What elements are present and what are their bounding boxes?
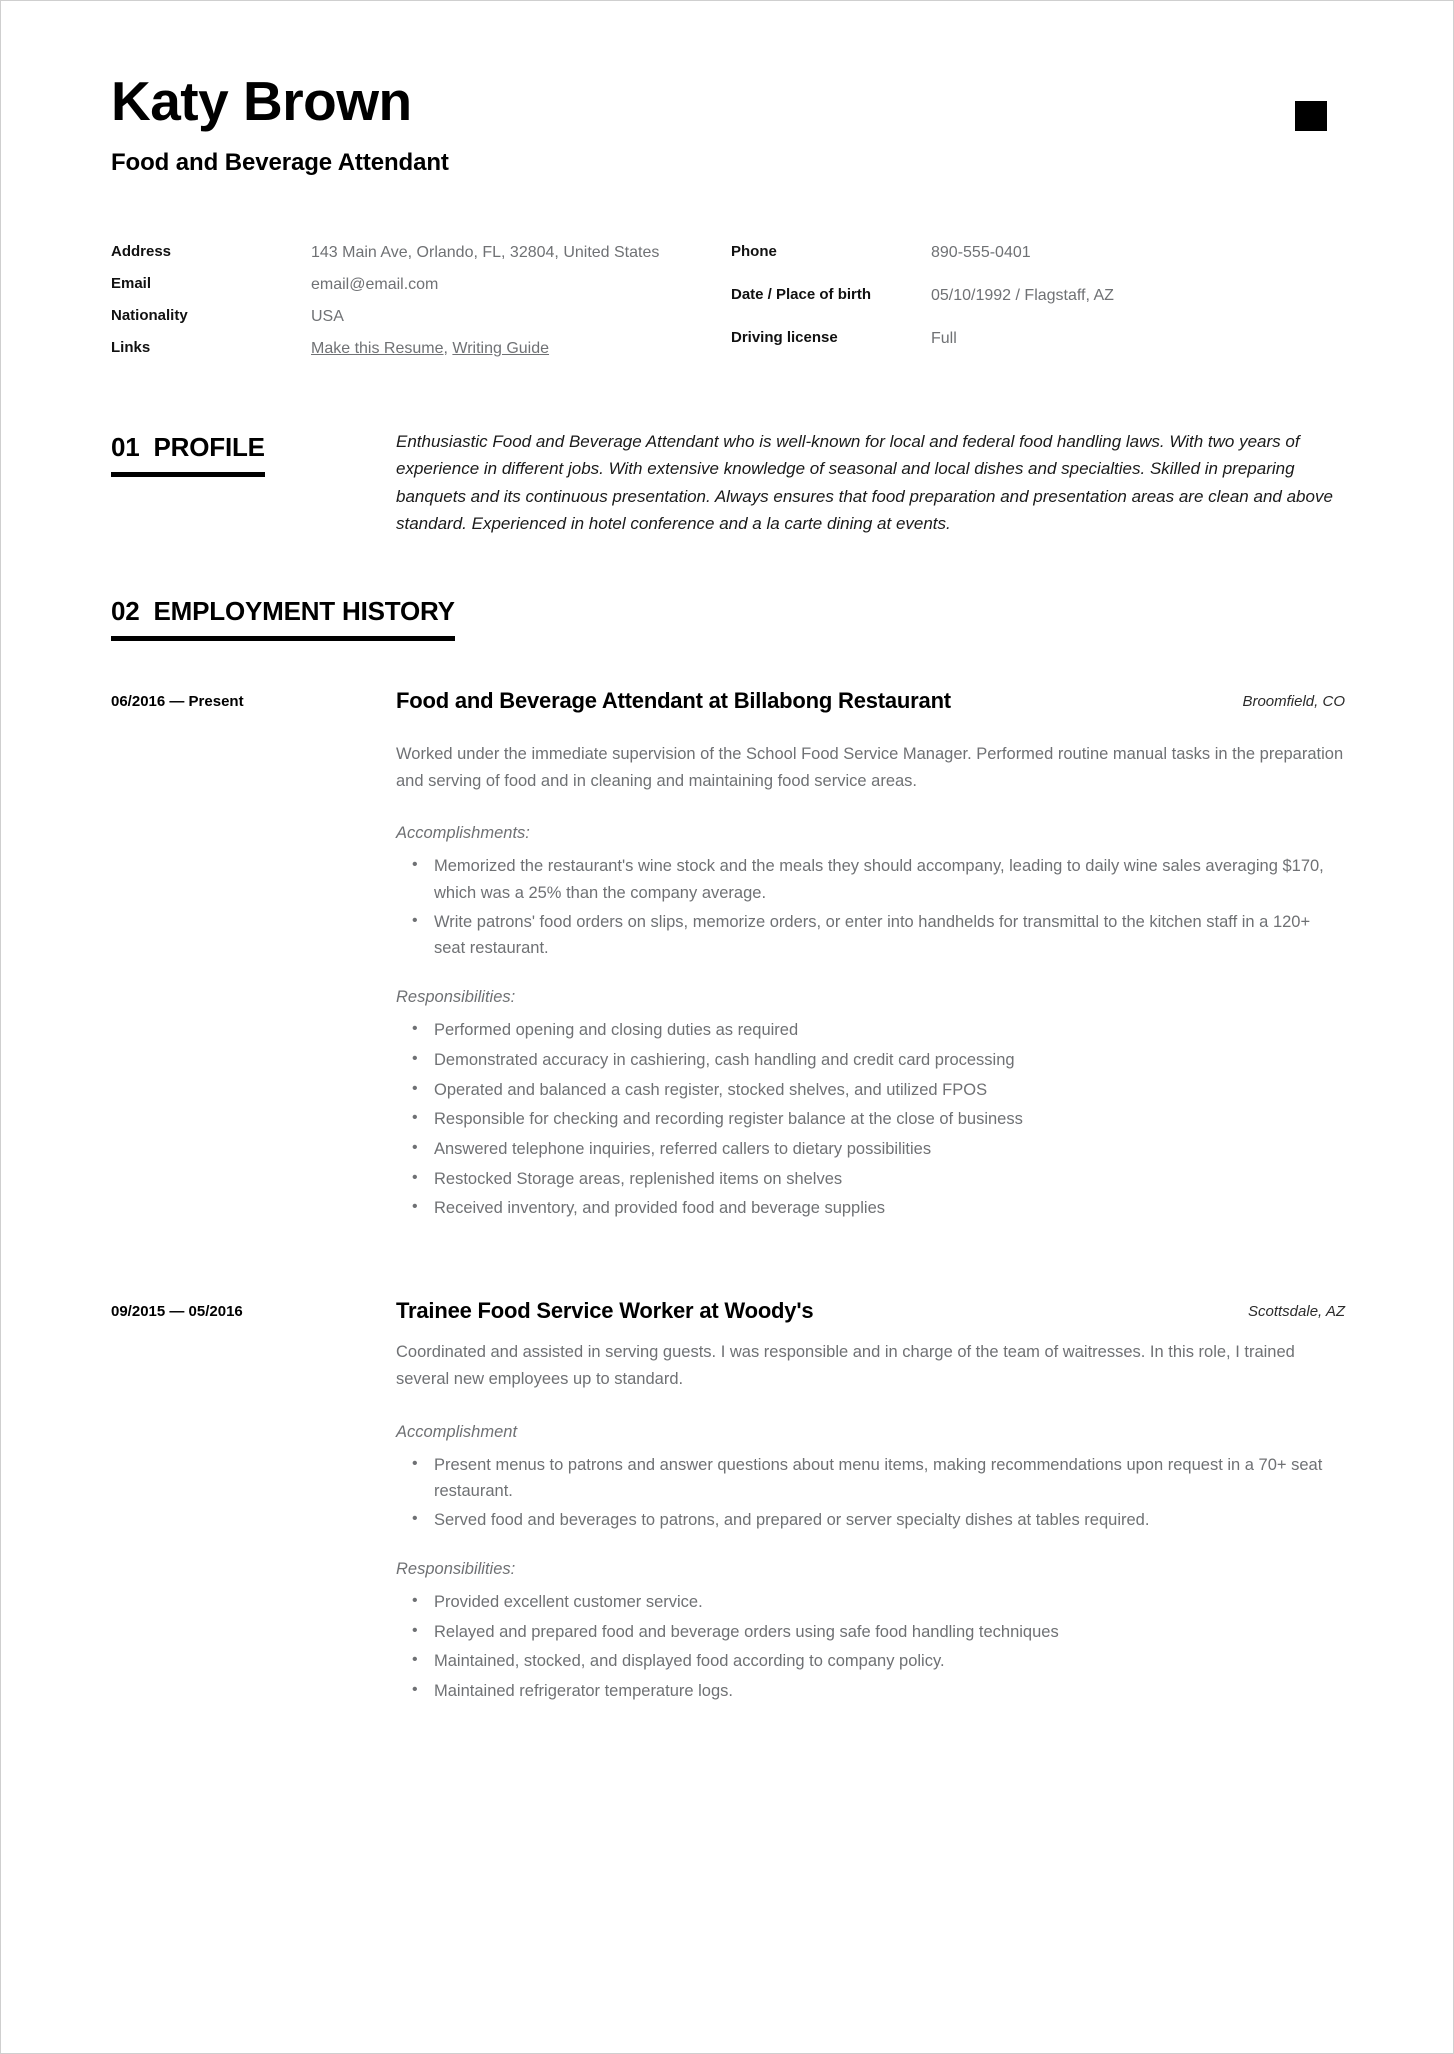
contact-value-email: email@email.com	[311, 275, 439, 293]
contact-label: Email	[111, 274, 152, 292]
contact-value-links	[311, 337, 731, 360]
contact-value-nationality: USA	[311, 308, 344, 326]
section-title: PROFILE	[153, 431, 265, 462]
contact-details	[111, 241, 1345, 370]
job-role-title: Food and Beverage Attendant at Billabong Restaurant	[396, 687, 951, 713]
contact-row-email	[111, 273, 731, 296]
job-description: Worked under the immediate supervision of the School Food Service Manager. Performed routine manual tasks in the preparation and serving of food and in cleaning and maintaining food service areas.	[396, 744, 1344, 790]
job-location: Scottsdale, AZ	[1248, 1303, 1345, 1321]
section-underline	[111, 636, 455, 641]
list-item: • Write patrons' food orders on slips, memorize orders, or enter into handhelds for transmittal to the kitchen staff in a 120+ seat restaurant.	[434, 909, 1345, 962]
contact-row-driving-license	[731, 327, 1331, 361]
list-item: • Received inventory, and provided food and beverage supplies	[434, 1195, 1345, 1222]
job-responsibilities-label: Responsibilities:	[396, 988, 516, 1007]
section-title: EMPLOYMENT HISTORY	[153, 595, 455, 626]
contact-row-links	[111, 337, 731, 360]
contact-label: Driving license	[731, 328, 838, 346]
section-profile-heading	[111, 432, 265, 463]
section-number: 01	[111, 431, 140, 462]
list-item: • Memorized the restaurant's wine stock and the meals they should accompany, leading to daily wine sales averaging $170, which was a 25% than the company average.	[434, 853, 1345, 906]
list-item: • Present menus to patrons and answer questions about menu items, making recommendations upon request in a 70+ seat restaurant.	[434, 1452, 1345, 1505]
contact-row-birth	[731, 284, 1331, 318]
section-profile-heading-col	[111, 428, 396, 477]
contact-row-phone	[731, 241, 1331, 275]
section-underline	[111, 472, 265, 477]
section-employment-history	[111, 596, 1345, 1708]
list-item: • Served food and beverages to patrons, and prepared or server specialty dishes at tables required.	[434, 1507, 1345, 1534]
job-responsibilities-list	[396, 1589, 1345, 1705]
contact-label: Nationality	[111, 307, 188, 325]
contact-label: Date / Place of birth	[731, 285, 872, 303]
job-role-title: Trainee Food Service Worker at Woody's	[396, 1298, 814, 1324]
contact-value-address: 143 Main Ave, Orlando, FL, 32804, United States	[311, 243, 660, 261]
job-entry	[111, 1297, 1345, 1708]
contact-value-driving-license: Full	[931, 329, 957, 347]
section-employment-heading	[111, 596, 455, 627]
job-description: Coordinated and assisted in serving guests. I was responsible and in charge of the team of waitresses. In this role, I trained several new employees up to standard.	[396, 1343, 1295, 1388]
contact-label: Address	[111, 242, 172, 260]
job-responsibilities-list	[396, 1017, 1345, 1222]
list-item: • Relayed and prepared food and beverage orders using safe food handling techniques	[434, 1619, 1345, 1646]
profile-summary-text: Enthusiastic Food and Beverage Attendant who is well-known for local and federal food handling laws. With two years of experience in different jobs. With extensive knowledge of seasonal and local dishes and specialties. Skilled in preparing banquets and its continuous presentation. Always ensures that food preparation and presentation areas are clean and above standard. Experienced in hotel conference and a la carte dining at events.	[396, 431, 1333, 534]
contact-column-left	[111, 241, 731, 370]
job-accomplishments-label: Accomplishments:	[396, 824, 530, 843]
job-entry	[111, 687, 1345, 1226]
job-location: Broomfield, CO	[1242, 692, 1345, 710]
list-item: • Performed opening and closing duties as required	[434, 1017, 1345, 1044]
contact-row-nationality	[111, 305, 731, 328]
list-item: • Maintained refrigerator temperature logs.	[434, 1678, 1345, 1705]
resume-header	[111, 1, 1345, 177]
job-dates: 06/2016 — Present	[111, 692, 244, 710]
job-accomplishments-list	[396, 1452, 1345, 1534]
job-accomplishments-label: Accomplishment	[396, 1422, 518, 1441]
job-accomplishments-list	[396, 853, 1345, 962]
section-profile	[111, 428, 1345, 538]
contact-label: Links	[111, 339, 151, 357]
candidate-name: Katy Brown	[111, 70, 412, 132]
list-item: • Maintained, stocked, and displayed food according to company policy.	[434, 1648, 1345, 1675]
contact-label: Phone	[731, 242, 777, 260]
list-item: • Responsible for checking and recording register balance at the close of business	[434, 1106, 1345, 1133]
contact-row-address	[111, 241, 731, 264]
job-dates: 09/2015 — 05/2016	[111, 1303, 243, 1321]
link-writing-guide[interactable]: Writing Guide	[452, 340, 550, 358]
list-item: • Provided excellent customer service.	[434, 1589, 1345, 1616]
contact-value-birth: 05/10/1992 / Flagstaff, AZ	[931, 286, 1114, 304]
list-item: • Restocked Storage areas, replenished items on shelves	[434, 1166, 1345, 1193]
contact-value-phone: 890-555-0401	[931, 243, 1031, 261]
list-item: • Answered telephone inquiries, referred callers to dietary possibilities	[434, 1136, 1345, 1163]
contact-column-right	[731, 241, 1331, 370]
link-make-this-resume[interactable]: Make this Resume	[311, 340, 444, 358]
link-separator: ,	[443, 340, 453, 358]
logo-square-icon	[1295, 101, 1327, 131]
job-responsibilities-label: Responsibilities:	[396, 1559, 516, 1578]
list-item: • Demonstrated accuracy in cashiering, cash handling and credit card processing	[434, 1047, 1345, 1074]
candidate-job-title: Food and Beverage Attendant	[111, 148, 449, 176]
list-item: • Operated and balanced a cash register, stocked shelves, and utilized FPOS	[434, 1077, 1345, 1104]
section-number: 02	[111, 595, 140, 626]
